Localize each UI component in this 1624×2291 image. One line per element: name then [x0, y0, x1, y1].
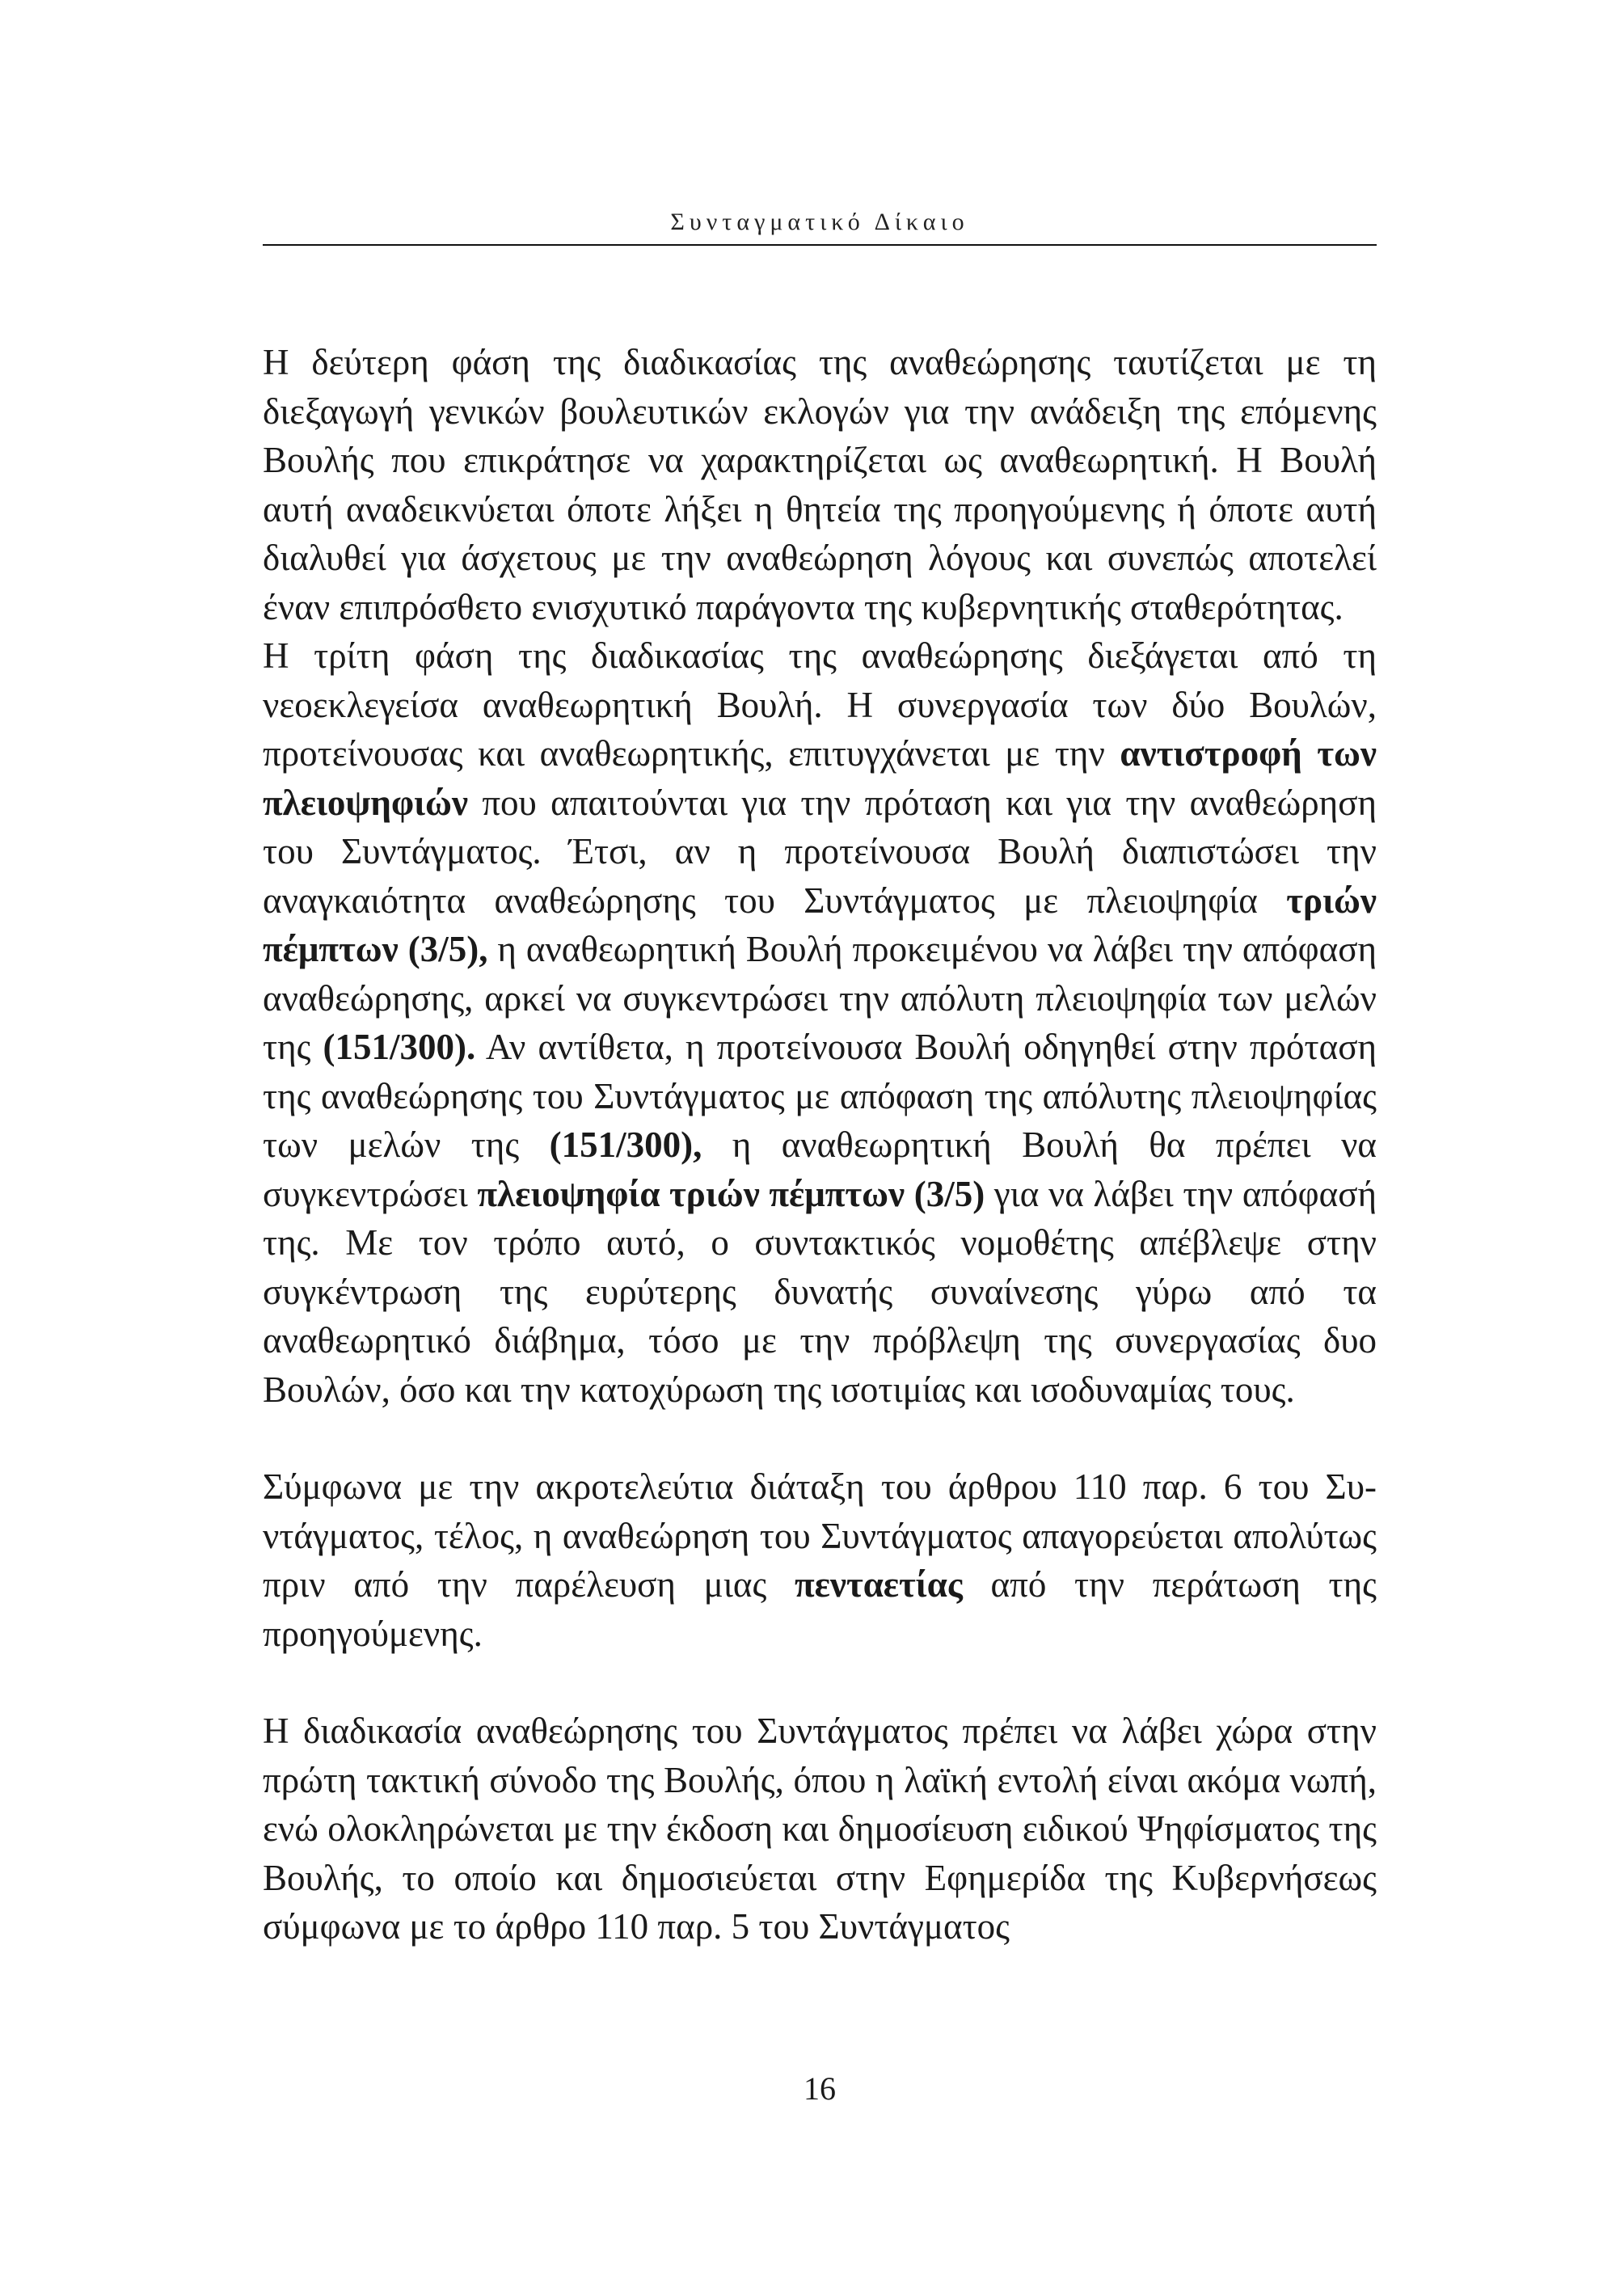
- paragraph-3: [263, 1462, 1377, 1658]
- page-number: 16: [804, 2070, 836, 2107]
- paragraph-1-text: Η δεύτερη φάση της διαδικασίας της αναθεώρησης ταυτίζεται με τη διεξαγωγή γενικών βουλευτικών εκλογών για την ανάδειξη της επόμενης Βουλής που επικράτησε να χαρακτηρίζεται ως αναθεωρητική. Η Βουλή αυτή αναδεικνύεται όποτε λήξει η θητεία της προηγούμενης ή όποτε αυτή διαλυθεί για άσχετους με την αναθεώρηση λόγους και συνεπώς αποτελεί έναν επιπρόσθετο ενισχυτικό παράγοντα της κυβερνητικής σταθερότητας.: [263, 342, 1377, 627]
- running-header: Συνταγματικό Δίκαιο: [670, 209, 969, 235]
- paragraph-4-text: Η διαδικασία αναθεώρησης του Συντάγματος πρέπει να λάβει χώρα στην πρώτη τακτική σύνοδο της Βουλής, όπου η λαϊκή εντολή είναι ακόμα νωπή, ενώ ολοκληρώνεται με την έκδοση και δημοσίευση ειδικού Ψηφίσματος της Βουλής, το οποίο και δημοσιεύεται στην Εφημερίδα της Κυβερνήσεως σύμφωνα με το άρθρο 110 παρ. 5 του Συντάγματος: [263, 1711, 1377, 1947]
- bold-segment: πενταετίας: [794, 1564, 963, 1605]
- text-segment: για να λάβει την απόφασή της. Με τον τρόπο αυτό, ο συντακτικός νομοθέτης απέβλεψε στην συγκέντρωση της ευρύτερης δυνατής συναίνεσης γύρω από τα αναθεωρητικό διάβημα, τόσο με την πρόβλεψη της συνεργασίας δυο Βουλών, όσο και την κατοχύρωση της ισοτιμίας και ισοδυναμίας τους.: [263, 1173, 1377, 1410]
- bold-segment: τριών πέμπτων (3/5),: [263, 880, 1377, 969]
- text-segment: που απαιτούνται για την πρόταση και για την αναθεώρηση του Συντάγματος. Έτσι, αν η προτείνουσα Βουλή διαπιστώσει την αναγκαιότητα αναθεώρησης του Συντάγματος με πλειοψηφία: [263, 782, 1377, 921]
- bold-segment: πλειοψηφία τριών πέμπτων (3/5): [477, 1173, 985, 1214]
- bold-segment: (151/300).: [323, 1027, 476, 1067]
- paragraph-2: [263, 631, 1377, 1414]
- text-segment: η αναθεωρητική Βουλή θα πρέπει να συγκεντρώσει: [263, 1124, 1377, 1214]
- text-segment: Η τρίτη φάση της διαδικασίας της αναθεώρησης διεξάγεται από τη νεοεκλεγείσα αναθεωρητική Βουλή. Η συνεργασία των δύο Βουλών, προτείνουσας και αναθεωρητικής, επιτυγχάνεται με την: [263, 635, 1377, 774]
- text-segment: Σύμφωνα με την ακροτελεύτια διάταξη του άρθρου 110 παρ. 6 του Συντάγματος, τέλος, η αναθεώρηση του Συντάγματος απαγορεύεται απολύτως πριν από την παρέλευση μιας: [263, 1466, 1377, 1605]
- body-text: [263, 338, 1377, 1951]
- paragraph-1: [263, 338, 1377, 631]
- header-rule: [263, 244, 1377, 246]
- paragraph-4: [263, 1707, 1377, 1951]
- text-segment: από την περάτωση της προηγούμενης.: [263, 1564, 1377, 1654]
- text-segment: Αν αντίθετα, η προτείνουσα Βουλή οδηγηθεί στην πρόταση της αναθεώρησης του Συντάγματος με απόφαση της απόλυτης πλειοψηφίας των μελών της: [263, 1027, 1377, 1165]
- bold-segment: αντιστροφή των πλειοψηφιών: [263, 733, 1377, 823]
- text-segment: η αναθεωρητική Βουλή προκειμένου να λάβει την απόφαση αναθεώρησης, αρκεί να συγκεντρώσει την απόλυτη πλειοψηφία των μελών της: [263, 929, 1377, 1067]
- bold-segment: (151/300),: [549, 1124, 702, 1165]
